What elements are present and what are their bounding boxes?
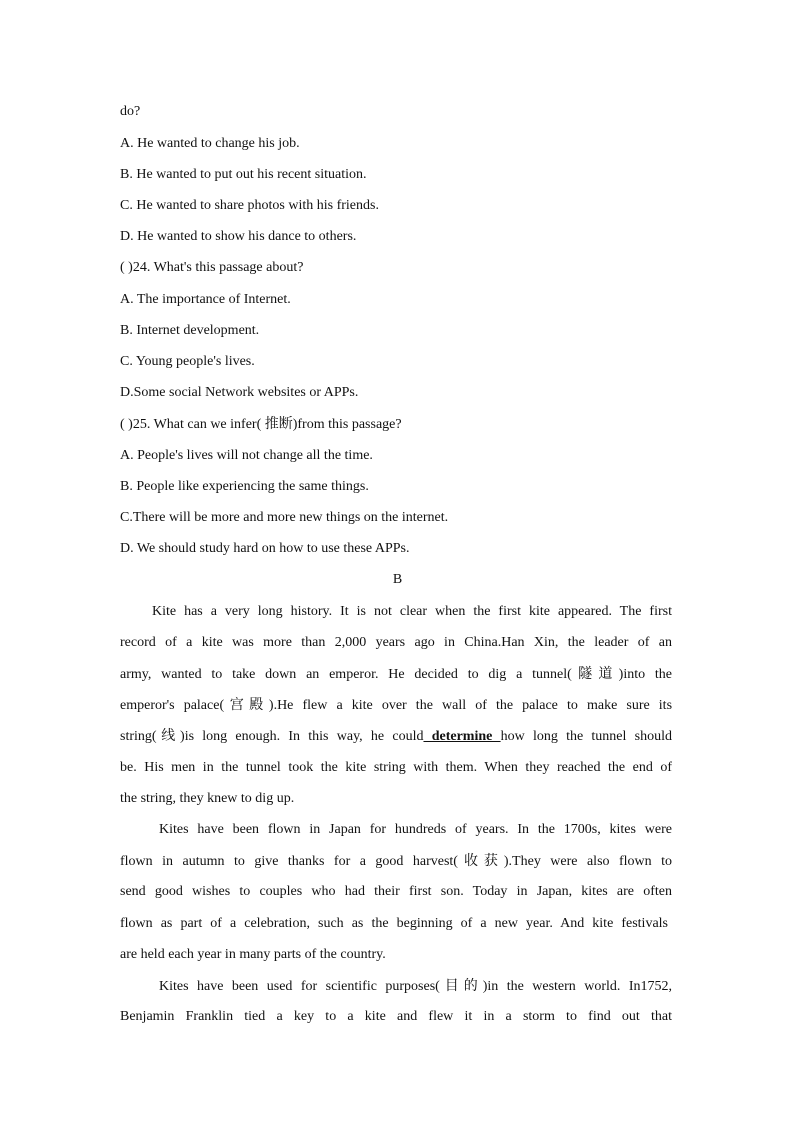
p1-line-7: the string, they knew to dig up.	[120, 791, 295, 806]
p1-l5-cjk: 线	[156, 728, 181, 744]
p1-l5-mid: )is long enough. In this way, he could	[180, 729, 424, 744]
q24-option-b: B. Internet development.	[120, 323, 260, 338]
p1-l3-cjk: 隧道	[571, 666, 619, 682]
p1-l4-post: ).He flew a kite over the wall of the palace to make sure its	[268, 698, 672, 713]
p3-l1-pre: Kites have been used for scientific purposes(	[159, 979, 440, 994]
p1-l4-cjk: 宫殿	[224, 697, 269, 713]
p2-l2-cjk: 收获	[457, 853, 504, 869]
q24-option-d: D.Some social Network websites or APPs.	[120, 385, 359, 400]
p2-line-3: send good wishes to couples who had their first son. Today in Japan, kites are often	[120, 884, 672, 899]
p1-l3-pre: army, wanted to take down an emperor. He decided to dig a tunnel(	[120, 667, 572, 682]
p1-line-3	[120, 664, 672, 684]
q25-text-pre: ( )25. What can we infer(	[120, 417, 265, 432]
q25-option-d: D. We should study hard on how to use these APPs.	[120, 541, 410, 556]
q25-option-b: B. People like experiencing the same things.	[120, 479, 369, 494]
q25-text-post: )from this passage?	[292, 417, 402, 432]
p2-l2-post: ).They were also flown to	[503, 854, 672, 869]
p1-line-2: record of a kite was more than 2,000 years ago in China.Han Xin, the leader of an	[120, 635, 672, 650]
question-25	[120, 414, 675, 434]
q25-text-cjk: 推断	[264, 416, 293, 432]
p1-line-1: Kite has a very long history. It is not clear when the first kite appeared. The first	[152, 604, 672, 619]
q25-option-a: A. People's lives will not change all the time.	[120, 448, 373, 463]
section-b-heading: B	[392, 572, 403, 587]
p2-l2-pre: flown in autumn to give thanks for a good harvest(	[120, 854, 458, 869]
p1-line-5	[120, 726, 672, 746]
p2-line-1: Kites have been flown in Japan for hundreds of years. In the 1700s, kites were	[159, 822, 672, 837]
question-24: ( )24. What's this passage about?	[120, 260, 304, 275]
p3-l1-cjk: 目的	[439, 978, 483, 994]
q23-option-b: B. He wanted to put out his recent situation.	[120, 167, 367, 182]
p1-l4-pre: emperor's palace(	[120, 698, 225, 713]
question-23-tail: do?	[120, 104, 141, 119]
p3-line-2: Benjamin Franklin tied a key to a kite and flew it in a storm to find out that	[120, 1009, 672, 1024]
p2-line-4: flown as part of a celebration, such as the beginning of a new year. And kite festivals	[120, 916, 668, 931]
q23-option-d: D. He wanted to show his dance to others.	[120, 229, 357, 244]
determine-word: determine	[423, 729, 501, 744]
p3-l1-post: )in the western world. In1752,	[482, 979, 672, 994]
p1-line-6: be. His men in the tunnel took the kite string with them. When they reached the end of	[120, 760, 672, 775]
p2-line-2	[120, 851, 672, 871]
p2-line-5: are held each year in many parts of the country.	[120, 947, 386, 962]
q24-option-c: C. Young people's lives.	[120, 354, 255, 369]
p1-l5-post: how long the tunnel should	[500, 729, 672, 744]
p1-l5-pre: string(	[120, 729, 157, 744]
q23-option-c: C. He wanted to share photos with his friends.	[120, 198, 379, 213]
p1-line-4	[120, 695, 672, 715]
q25-option-c: C.There will be more and more new things on the internet.	[120, 510, 449, 525]
q23-option-a: A. He wanted to change his job.	[120, 136, 300, 151]
p3-line-1	[159, 976, 672, 996]
p1-l3-post: )into the	[618, 667, 672, 682]
q24-option-a: A. The importance of Internet.	[120, 292, 291, 307]
